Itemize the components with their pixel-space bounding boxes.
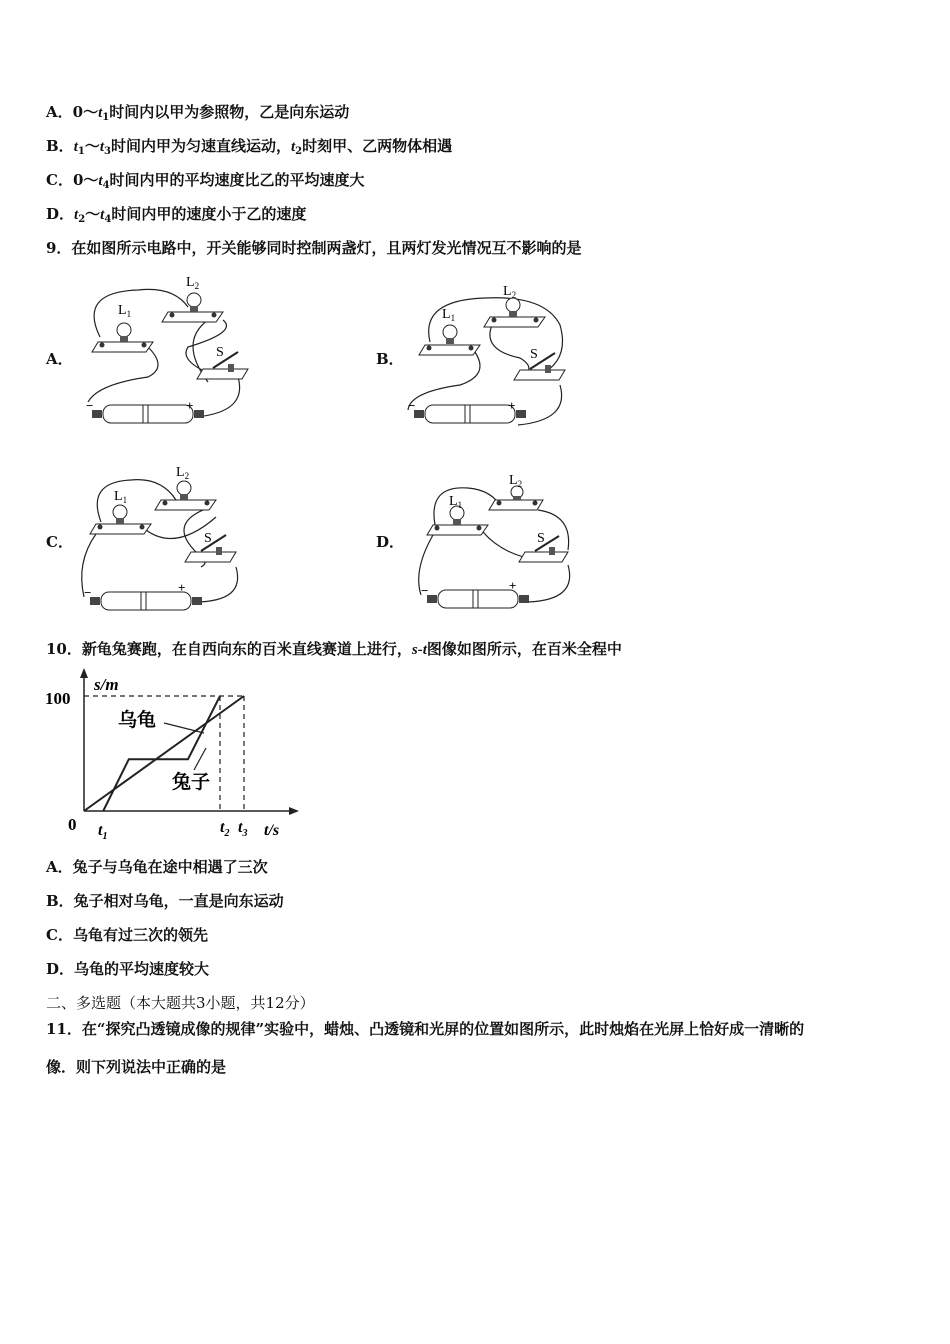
label-l2: $L_2$ <box>509 473 523 489</box>
lamp-l1-icon <box>90 505 151 534</box>
y-axis-label: s/m <box>94 675 119 694</box>
q8-option-c: C．$0\sim t_4$时间内甲的平均速度比乙的平均速度大 <box>46 171 365 191</box>
x-tick-t3: $t_3$ <box>238 819 248 839</box>
label-s: S <box>204 531 212 546</box>
x-axis-label: t/s <box>264 822 280 839</box>
label-s: S <box>537 531 545 546</box>
label-minus: − <box>84 585 92 600</box>
lamp-l2-icon <box>155 481 216 510</box>
q9-option-c-label: C． <box>46 533 73 551</box>
series-label-rabbit: 兔子 <box>172 772 211 793</box>
section-heading: 二、多选题（本大题共3小题，共12分） <box>46 994 315 1012</box>
origin-label: 0 <box>68 815 77 834</box>
label-l2: $L_2$ <box>503 284 517 300</box>
q10-stem: 10．新龟兔赛跑，在自西向东的百米直线赛道上进行，s-t图像如图所示，在百米全程中 <box>46 640 622 658</box>
label-s: S <box>530 347 538 362</box>
label-l2: $L_2$ <box>176 465 190 481</box>
q9-option-a-label: A． <box>46 350 73 368</box>
q9-option-b-label: B． <box>376 350 404 368</box>
label-plus: + <box>509 578 517 593</box>
q10-option-d: D．乌龟的平均速度较大 <box>46 960 210 978</box>
lamp-l1-icon <box>92 323 153 352</box>
x-tick-t2: $t_2$ <box>220 819 230 839</box>
q10-option-c: C．乌龟有过三次的领先 <box>46 926 208 944</box>
label-s: S <box>216 345 224 360</box>
label-l2: $L_2$ <box>186 275 200 291</box>
q11-stem-line1: 11．在“探究凸透镜成像的规律”实验中，蜡烛、凸透镜和光屏的位置如图所示，此时烛焰在光屏上恰好成一清晰的 <box>46 1020 805 1038</box>
lamp-l1-icon <box>427 506 488 535</box>
q9-stem: 9．在如图所示电路中，开关能够同时控制两盏灯，且两灯发光情况互不影响的是 <box>46 239 582 257</box>
switch-s-icon <box>514 353 565 380</box>
y-tick-100: 100 <box>45 689 71 708</box>
lamp-l2-icon <box>162 293 223 322</box>
st-graph <box>44 668 304 843</box>
lamp-l2-icon <box>484 298 545 327</box>
circuit-diagram-d <box>413 470 613 630</box>
series-label-tortoise: 乌龟 <box>118 710 157 731</box>
label-l1: $L_1$ <box>449 494 463 510</box>
circuit-diagram-a <box>78 272 278 442</box>
label-minus: − <box>86 398 94 413</box>
label-minus: − <box>408 398 416 413</box>
label-plus: + <box>186 398 194 413</box>
label-l1: $L_1$ <box>118 303 132 319</box>
q11-stem-line2: 像．则下列说法中正确的是 <box>46 1058 227 1076</box>
label-plus: + <box>178 580 186 595</box>
lamp-l2-icon <box>489 486 543 510</box>
q8-option-d: D．$t_2\sim t_4$时间内甲的速度小于乙的速度 <box>46 205 307 225</box>
q10-option-a: A．兔子与乌龟在途中相遇了三次 <box>46 858 268 876</box>
circuit-diagram-c <box>76 462 276 622</box>
label-minus: − <box>421 583 429 598</box>
label-plus: + <box>508 398 516 413</box>
q8-option-b: B．$t_1\sim t_3$时间内甲为匀速直线运动，$t_2$时刻甲、乙两物体相遇 <box>46 137 453 157</box>
circuit-diagram-b <box>400 280 600 450</box>
q9-option-d-label: D． <box>376 533 405 551</box>
label-l1: $L_1$ <box>442 307 456 323</box>
q10-option-b: B．兔子相对乌龟，一直是向东运动 <box>46 892 284 910</box>
x-tick-t1: $t_1$ <box>98 822 108 842</box>
label-l1: $L_1$ <box>114 489 128 505</box>
q8-option-a: A．$0\sim t_1$时间内以甲为参照物，乙是向东运动 <box>46 103 350 123</box>
